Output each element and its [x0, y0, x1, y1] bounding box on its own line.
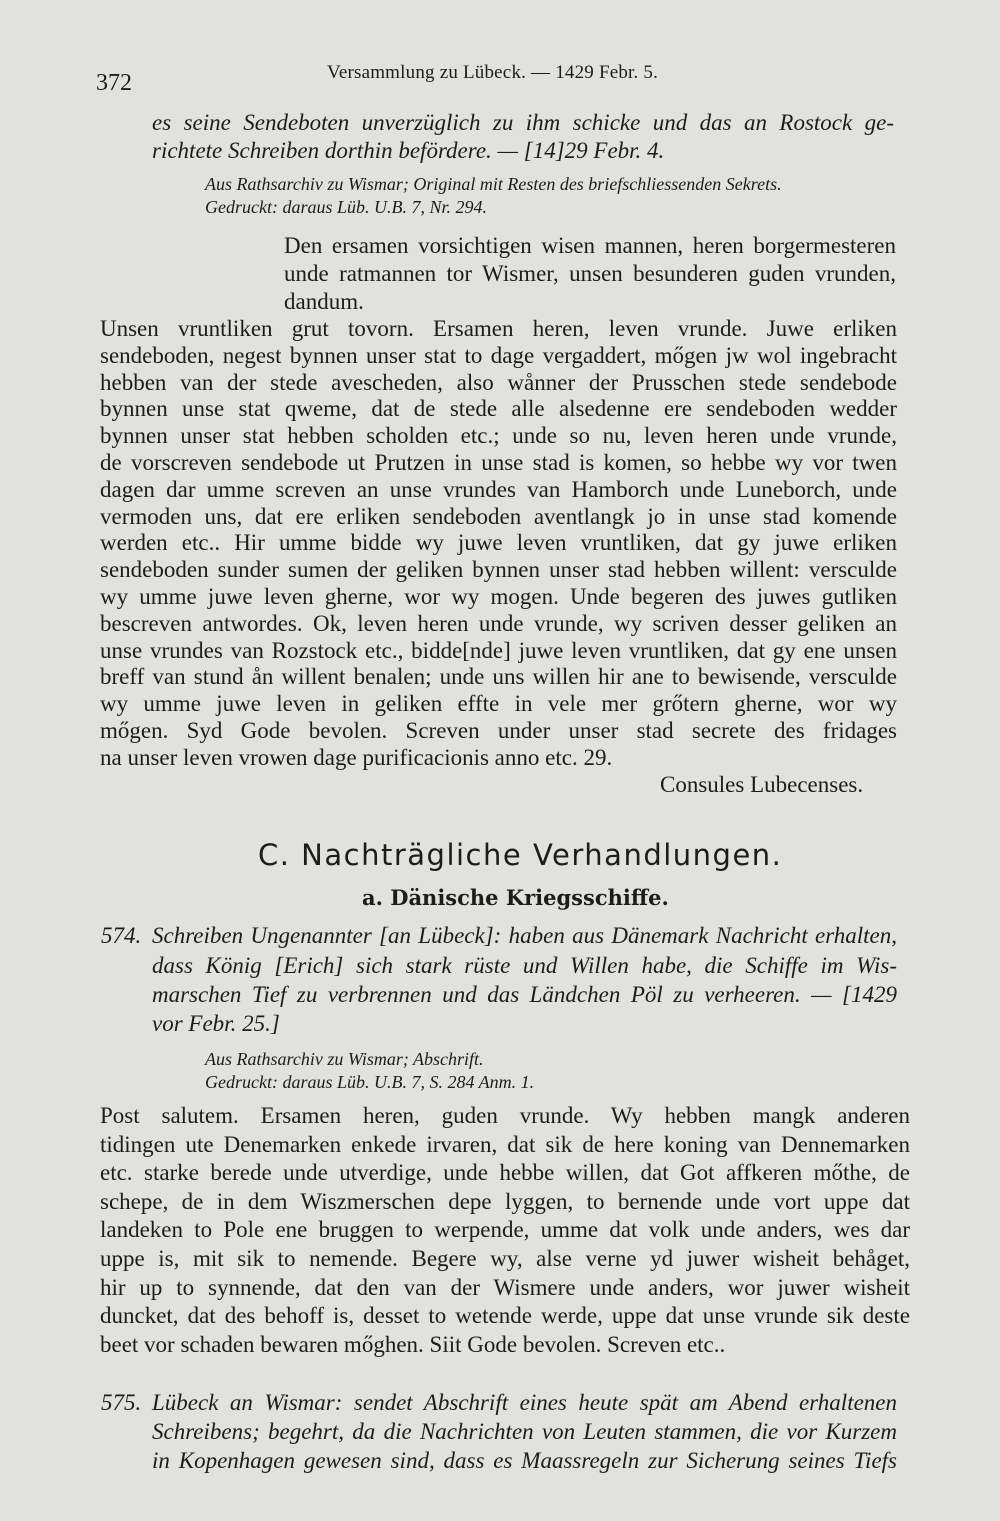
letter-body-line-13: unse vrundes van Rozstock etc., bidde[nde] juwe leven vruntliken, dat gy ene unsen [100, 637, 897, 663]
entry-574-source-line-1: Aus Rathsarchiv zu Wismar; Abschrift. [205, 1049, 484, 1069]
letter-body-line-14: breff van stund ån willent benalen; unde uns willen hir ane to bewisende, versculde [100, 664, 897, 690]
page-number: 372 [96, 70, 132, 96]
entry-574-text-line-6: uppe is, mit sik to nemende. Begere wy, alse verne yd juwer wisheit behåget, [100, 1246, 910, 1271]
entry-575-line-2: Schreibens; begehrt, da die Nachrichten von Leuten stammen, die vor Kurzem [152, 1419, 897, 1444]
entry-574-text-line-1: Post salutem. Ersamen heren, guden vrunde. Wy hebben mangk anderen [100, 1103, 910, 1128]
entry-574-text-line-7: hir up to synnende, dat den van der Wismere unde anders, wor juwer wisheit [100, 1274, 910, 1300]
entry-574-text-line-8: duncket, dat des behoff is, desset to wetende werde, uppe dat unse vrunde sik deste [100, 1303, 910, 1329]
address-line-1: Den ersamen vorsichtigen wisen mannen, heren borgermesteren [284, 233, 896, 258]
entry-574-text-line-5: landeken to Pole ene bruggen to werpende, umme dat volk unde anders, wes dar [100, 1217, 910, 1243]
letter-body-line-7: dagen dar umme screven an unse vrundes van Hamborch unde Luneborch, unde [100, 476, 897, 502]
entry-575-line-3: in Kopenhagen gewesen sind, dass es Maassregeln zur Sicherung seines Tiefs [152, 1448, 897, 1473]
intro-source-line-2: Gedruckt: daraus Lüb. U.B. 7, Nr. 294. [205, 197, 487, 217]
letter-body-line-11: wy umme juwe leven gherne, wor wy mogen. Unde begeren des juwes gutliken [100, 584, 897, 609]
letter-body-line-12: bescreven antwordes. Ok, leven heren unde vrunde, wy scriven desser geliken an [100, 610, 897, 636]
letter-body-line-2: sendeboden, negest bynnen unser stat to dage vergaddert, mőgen jw wol ingebracht [100, 342, 897, 368]
intro-source-line-1: Aus Rathsarchiv zu Wismar; Original mit Resten des briefschliessenden Sekrets. [205, 174, 782, 194]
intro-line-2: richtete Schreiben dorthin befördere. — [14]29 Febr. 4. [152, 138, 665, 163]
section-subheading: a. Dänische Kriegsschiffe. [362, 885, 669, 910]
entry-574-line-4: vor Febr. 25.] [152, 1011, 280, 1036]
entry-574-number: 574. [101, 923, 142, 948]
letter-body-line-9: werden etc.. Hir umme bidde wy juwe leven vruntliken, dat gy juwe erliken [100, 530, 897, 556]
entry-574-line-2: dass König [Erich] sich stark rüste und Willen habe, die Schiffe im Wis- [152, 953, 897, 978]
letter-body-line-1: Unsen vruntliken grut tovorn. Ersamen heren, leven vrunde. Juwe erliken [100, 316, 897, 341]
letter-body-line-17: na unser leven vrowen dage purificacionis anno etc. 29. [100, 744, 613, 770]
letter-body-line-10: sendeboden sunder sumen der geliken bynnen unser stad hebben willent: versculde [100, 557, 897, 583]
letter-body-line-6: de vorscreven sendebode ut Prutzen in unse stad is komen, so hebbe wy vor twen [100, 450, 897, 475]
letter-body-line-8: vermoden uns, dat ere erliken sendeboden aventlangk jo in unse stad komende [100, 503, 897, 529]
letter-body-line-5: bynnen unser stat hebben scholden etc.; unde so nu, leven heren unde vrunde, [100, 423, 897, 449]
intro-line-1: es seine Sendeboten unverzüglich zu ihm schicke und das an Rostock ge- [152, 110, 894, 135]
entry-574-line-3: marschen Tief zu verbrennen und das Ländchen Pöl zu verheeren. — [1429 [152, 982, 897, 1007]
entry-574-text-line-3: etc. starke berede unde utverdige, unde hebbe willen, dat Got affkeren mőthe, de [100, 1160, 910, 1186]
letter-body-line-15: wy umme juwe leven in geliken effte in vele mer grőtern gherne, wor wy [100, 691, 897, 717]
section-heading: C. Nachträgliche Verhandlungen. [258, 838, 783, 872]
entry-575-line-1: Lübeck an Wismar: sendet Abschrift eines heute spät am Abend erhaltenen [152, 1390, 897, 1415]
letter-body-line-4: bynnen unse stat qweme, dat de stede alle alsedenne ere sendeboden wedder [100, 396, 897, 422]
entry-575-number: 575. [101, 1390, 142, 1415]
address-line-3: dandum. [284, 289, 364, 314]
running-title: Versammlung zu Lübeck. — 1429 Febr. 5. [327, 62, 659, 83]
entry-574-source-line-2: Gedruckt: daraus Lüb. U.B. 7, S. 284 Anm. 1. [205, 1072, 535, 1092]
entry-574-text-line-2: tidingen ute Denemarken enkede irvaren, dat sik de here koning van Dennemarken [100, 1131, 910, 1157]
letter-signature: Consules Lubecenses. [660, 772, 864, 797]
entry-574-text-line-4: schepe, de in dem Wiszmerschen depe lyggen, to bernende unde vort uppe dat [100, 1188, 910, 1214]
entry-574-text-line-9: beet vor schaden bewaren mőghen. Siit Gode bevolen. Screven etc.. [100, 1331, 726, 1357]
letter-body-line-3: hebben van der stede avescheden, also wånner der Prusschen stede sendebode [100, 369, 897, 395]
entry-574-line-1: Schreiben Ungenannter [an Lübeck]: haben aus Dänemark Nachricht erhalten, [152, 923, 897, 948]
address-line-2: unde ratmannen tor Wismer, unsen besunderen guden vrunden, [284, 261, 896, 286]
letter-body-line-16: mőgen. Syd Gode bevolen. Screven under unser stad secrete des fridages [100, 718, 897, 743]
